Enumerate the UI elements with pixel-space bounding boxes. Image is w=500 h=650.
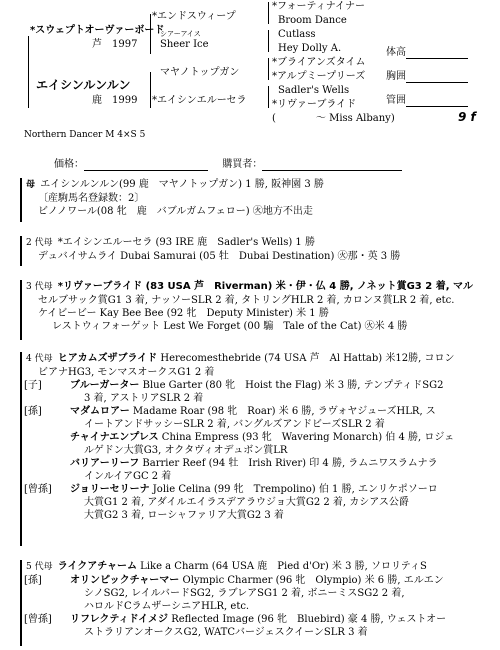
section-bar xyxy=(20,560,22,646)
section-bar xyxy=(20,236,22,266)
g3-4: *ブライアンズタイム xyxy=(272,57,366,68)
dam-dam: *エイシンエルーセラ xyxy=(152,95,247,106)
child-row: [曾孫] リフレクティドイメジ Reflected Image (96 牝 Bluebird) 豪 4 勝, ウェストオー ストラリアンオークスG2, WATCバージェスクイーンSLR 3 着 xyxy=(24,613,447,638)
sire-info: 芦 1997 xyxy=(92,39,138,50)
price-row: 価格： 購買者： xyxy=(54,158,402,171)
miss-albany: ( ～ Miss Albany) xyxy=(272,113,395,124)
bracket-line xyxy=(28,36,29,108)
measure-cannon: 管囲 xyxy=(386,94,468,107)
bracket-line xyxy=(150,72,151,108)
sire-name: *スウェプトオーヴァーボード xyxy=(30,25,165,36)
chest-field[interactable] xyxy=(406,72,468,83)
child-row: チャイナエンプレス China Empress (93 牝 Wavering Monarch) 伯 4 勝, ロジェ ルゲドン大賞G3, オクタヴィオデュボン賞LR xyxy=(70,431,455,456)
bracket-line xyxy=(268,58,269,80)
dam-name: エイシンルンルン xyxy=(36,78,131,92)
price-field[interactable] xyxy=(84,160,208,171)
section-tag: 5 代母 xyxy=(26,562,53,572)
buyer-field[interactable] xyxy=(262,160,402,171)
child-row: [曾孫] ジョリーセリーナ Jolie Celina (99 牝 Trempolino) 伯 1 勝, エンリケポソーロ 大賞G1 2 着, アダイルエイラスデアラウジョ大賞G2 2 着, カシアス公爵 大賞G2 3 着, ローシャファリア大賞G2 3 着 xyxy=(24,483,438,521)
section-bar xyxy=(20,178,22,222)
height-field[interactable] xyxy=(406,48,468,59)
dam-sire: マヤノトップガン xyxy=(160,67,240,78)
g3-3: Hey Dolly A. xyxy=(278,43,342,54)
dam-info: 鹿 1999 xyxy=(92,95,138,106)
sire-sire: *エンドスウィープ xyxy=(152,11,236,22)
section-bar xyxy=(20,352,22,546)
bracket-line xyxy=(268,2,269,24)
cannon-field[interactable] xyxy=(406,96,468,107)
section-tag: 3 代母 xyxy=(26,282,53,292)
sire-dam: Sheer Ice xyxy=(160,39,209,50)
section-tag: 4 代母 xyxy=(26,354,53,364)
section-dam: 母 エイシンルンルン(99 鹿 マヤノトップガン) 1 勝, 阪神園 3 勝 〔産駒馬名登録数：2〕 ビノノワール(08 牝 鹿 バブルガムフェロー) ㊋地方不出走 xyxy=(26,179,324,217)
bracket-line xyxy=(268,86,269,108)
child-row: [孫] マダムロアー Madame Roar (98 牝 Roar) 米 6 勝, ラヴォヤジューズHLR, ス イートアンドサッシーSLR 2 着, バングルズアンドビーズSLR 2 着 xyxy=(24,405,436,430)
section-dam2: 2 代母 *エイシンエルーセラ (93 IRE 鹿 Sadler's Wells) 1 勝 デュバイサムライ Dubai Samurai (05 牡 Dubai Destination) ㊋那・英 3 勝 xyxy=(26,237,401,262)
bracket-line xyxy=(268,30,269,52)
section-dam3: 3 代母 *リヴァーブライド (83 USA 芦 Riverman) 米・伊・仏 4 勝, ノネット賞G3 2 着, マル セルブサック賞G1 3 着, ナッソーSLR 2 着, タトリングHLR 2 着, カロンヌ賞LR 2 着, etc. ケイビービー Kay Bee Bee (92 牝 Deputy Minister) 米 1 勝 レストウィフォーゲット Lest We Forget (00 騸 Tale of the Cat) ㊋米 4 勝 xyxy=(26,281,473,332)
sire-dam-kana: シアーアイス xyxy=(160,30,201,38)
measure-chest: 胸囲 xyxy=(386,70,468,83)
child-row: バリアーリーフ Barrier Reef (94 牡 Irish River) 印 4 勝, ラムニワスラムナラ インルイアGC 2 着 xyxy=(70,457,438,482)
section-dam4: 4 代母 ヒアカムズザブライド Herecomesthebride (74 USA 芦 Al Hattab) 米12勝, コロン ビアナHG3, モンマスオークスG1 2 着 [子] ブルーガーター Blue Garter (80 牝 Hoist the Flag) 米 3 勝, テンプティドSG2 3 着, アストリアSLR 2 着 [孫] マダムロアー Madame Roar (98 牝 Roar) 米 6 勝, ラヴォヤジューズHLR, ス イートアンドサッシーSLR 2 着, バングルズアンドビーズSLR 2 着 チャイナエンプレス China Empress (93 牝 Wavering Monarch) 伯 4 勝, ロジェ ルゲドン大賞G3, オクタヴィオデュボン賞LR バリアーリーフ Barrier Reef (94 牡 Irish River) 印 4 勝, ラムニワスラムナラ インルイアGC 2 着 [曾孫] ジョリーセリーナ Jolie Celina (99 牝 Trempolino) 伯 1 勝, エンリケポソーロ 大賞G1 2 着, アダイルエイラスデアラウジョ大賞G2 2 着, カシアス公爵 大賞G2 3 着, ローシャファリア大賞G2 3 着 xyxy=(24,352,490,522)
g3-7: *リヴァーブライド xyxy=(272,99,357,110)
child-row: [子] ブルーガーター Blue Garter (80 牝 Hoist the Flag) 米 3 勝, テンプティドSG2 3 着, アストリアSLR 2 着 xyxy=(24,379,444,404)
section-bar xyxy=(20,280,22,340)
section-tag: 2 代母 xyxy=(26,238,53,248)
inbreeding: Northern Dancer M 4×S 5 xyxy=(24,130,146,140)
measure-height: 体高 xyxy=(386,46,468,59)
g3-6: Sadler's Wells xyxy=(278,85,350,96)
g3-2: Cutlass xyxy=(278,29,316,40)
section-tag: 母 xyxy=(26,180,36,190)
f-number: 9 f xyxy=(458,110,476,124)
g3-1: Broom Dance xyxy=(278,15,347,26)
g3-0: *フォーティナイナー xyxy=(272,1,365,12)
child-row: [孫] オリンピックチャーマー Olympic Charmer (96 牝 Olympio) 米 6 勝, エルエン シノSG2, レイルバードSG2, ラブレアSG1 2 着, ボニーミスSG2 2 着, ハロルドCラムザーシニアHLR, etc. xyxy=(24,574,444,612)
section-dam5: 5 代母 ライクアチャーム Like a Charm (64 USA 鹿 Pied d'Or) 米 3 勝, ソロリティS [孫] オリンピックチャーマー Olympic Charmer (96 牝 Olympio) 米 6 勝, エルエン シノSG2, レイルバードSG2, ラブレアSG1 2 着, ボニーミスSG2 2 着, ハロルドCラムザーシニアHLR, etc. [曾孫] リフレクティドイメジ Reflected Image (96 牝 Bluebird) 豪 4 勝, ウェストオー ストラリアンオークスG2, WATCバージェスクイーンSLR 3 着 xyxy=(24,560,490,639)
g3-5: *アルプミープリーズ xyxy=(272,71,366,82)
